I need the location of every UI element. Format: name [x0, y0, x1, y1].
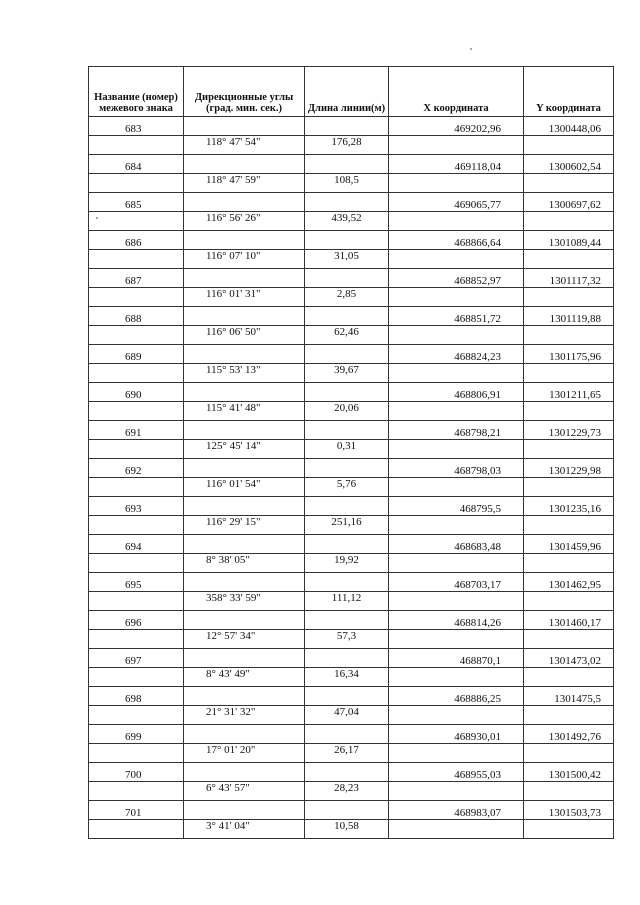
y-coordinate: 1301229,98 — [524, 459, 614, 478]
empty-cell — [89, 250, 184, 269]
point-row — [89, 801, 614, 820]
x-coordinate: 468930,01 — [389, 725, 524, 744]
empty-cell — [184, 383, 305, 402]
line-length: 2,85 — [305, 288, 389, 307]
empty-cell — [305, 611, 389, 630]
empty-cell — [184, 611, 305, 630]
y-coordinate: 1301235,16 — [524, 497, 614, 516]
empty-cell — [305, 535, 389, 554]
y-coordinate: 1301462,95 — [524, 573, 614, 592]
segment-row — [89, 744, 614, 763]
empty-cell — [184, 459, 305, 478]
direction-angle: 118° 47' 54" — [184, 136, 305, 155]
y-coordinate: 1301119,88 — [524, 307, 614, 326]
empty-cell — [184, 649, 305, 668]
y-coordinate: 1300448,06 — [524, 117, 614, 136]
direction-angle: 116° 56' 26" — [184, 212, 305, 231]
point-row — [89, 763, 614, 782]
empty-cell — [389, 668, 524, 687]
x-coordinate: 468851,72 — [389, 307, 524, 326]
x-coordinate: 468886,25 — [389, 687, 524, 706]
empty-cell — [389, 706, 524, 725]
direction-angle: 12° 57' 34" — [184, 630, 305, 649]
empty-cell — [524, 440, 614, 459]
empty-cell — [305, 307, 389, 326]
empty-cell — [389, 744, 524, 763]
y-coordinate: 1301475,5 — [524, 687, 614, 706]
point-name: 695 — [89, 573, 184, 592]
y-coordinate: 1301089,44 — [524, 231, 614, 250]
header-line-length: Длина линии(м) — [305, 67, 389, 117]
header-point-name: Название (номер) межевого знака — [89, 67, 184, 117]
empty-cell — [184, 725, 305, 744]
table-body — [89, 117, 614, 839]
empty-cell — [305, 763, 389, 782]
empty-cell — [184, 535, 305, 554]
header-x-coordinate: X координата — [389, 67, 524, 117]
point-row — [89, 687, 614, 706]
empty-cell — [184, 345, 305, 364]
empty-cell — [305, 497, 389, 516]
direction-angle: 8° 43' 49" — [184, 668, 305, 687]
line-length: 20,06 — [305, 402, 389, 421]
segment-row — [89, 212, 614, 231]
empty-cell — [89, 174, 184, 193]
empty-cell — [89, 706, 184, 725]
empty-cell — [184, 801, 305, 820]
empty-cell — [89, 136, 184, 155]
y-coordinate: 1301473,02 — [524, 649, 614, 668]
line-length: 26,17 — [305, 744, 389, 763]
x-coordinate: 468852,97 — [389, 269, 524, 288]
empty-cell — [184, 687, 305, 706]
empty-cell — [89, 212, 184, 231]
point-row — [89, 725, 614, 744]
point-name: 685 — [89, 193, 184, 212]
point-row — [89, 345, 614, 364]
empty-cell — [524, 782, 614, 801]
point-row — [89, 573, 614, 592]
empty-cell — [524, 174, 614, 193]
direction-angle: 21° 31' 32" — [184, 706, 305, 725]
empty-cell — [389, 630, 524, 649]
line-length: 176,28 — [305, 136, 389, 155]
y-coordinate: 1301500,42 — [524, 763, 614, 782]
point-name: 696 — [89, 611, 184, 630]
empty-cell — [389, 478, 524, 497]
empty-cell — [184, 497, 305, 516]
segment-row — [89, 592, 614, 611]
y-coordinate: 1301503,73 — [524, 801, 614, 820]
direction-angle: 358° 33' 59" — [184, 592, 305, 611]
x-coordinate: 468983,07 — [389, 801, 524, 820]
segment-row — [89, 820, 614, 839]
point-name: 684 — [89, 155, 184, 174]
empty-cell — [389, 174, 524, 193]
empty-cell — [184, 421, 305, 440]
x-coordinate: 468870,1 — [389, 649, 524, 668]
segment-row — [89, 364, 614, 383]
y-coordinate: 1301459,96 — [524, 535, 614, 554]
segment-row — [89, 288, 614, 307]
point-row — [89, 269, 614, 288]
point-name: 690 — [89, 383, 184, 402]
y-coordinate: 1301211,65 — [524, 383, 614, 402]
empty-cell — [89, 820, 184, 839]
y-coordinate: 1301460,17 — [524, 611, 614, 630]
point-name: 693 — [89, 497, 184, 516]
point-row — [89, 535, 614, 554]
segment-row — [89, 136, 614, 155]
point-row — [89, 231, 614, 250]
point-name: 698 — [89, 687, 184, 706]
line-length: 5,76 — [305, 478, 389, 497]
direction-angle: 116° 07' 10" — [184, 250, 305, 269]
empty-cell — [305, 459, 389, 478]
point-name: 697 — [89, 649, 184, 668]
segment-row — [89, 478, 614, 497]
point-name: 686 — [89, 231, 184, 250]
direction-angle: 6° 43' 57" — [184, 782, 305, 801]
line-length: 62,46 — [305, 326, 389, 345]
empty-cell — [89, 326, 184, 345]
empty-cell — [524, 820, 614, 839]
empty-cell — [89, 782, 184, 801]
empty-cell — [524, 250, 614, 269]
x-coordinate: 468683,48 — [389, 535, 524, 554]
x-coordinate: 468795,5 — [389, 497, 524, 516]
empty-cell — [524, 478, 614, 497]
direction-angle: 115° 41' 48" — [184, 402, 305, 421]
header-direction-angle: Дирекционные углы (град. мин. сек.) — [184, 67, 305, 117]
empty-cell — [389, 326, 524, 345]
empty-cell — [524, 212, 614, 231]
point-row — [89, 155, 614, 174]
line-length: 28,23 — [305, 782, 389, 801]
segment-row — [89, 706, 614, 725]
empty-cell — [524, 402, 614, 421]
empty-cell — [89, 630, 184, 649]
point-name: 699 — [89, 725, 184, 744]
segment-row — [89, 174, 614, 193]
empty-cell — [184, 193, 305, 212]
line-length: 10,58 — [305, 820, 389, 839]
empty-cell — [89, 478, 184, 497]
empty-cell — [389, 820, 524, 839]
empty-cell — [89, 402, 184, 421]
x-coordinate: 469118,04 — [389, 155, 524, 174]
header-y-coordinate: Y координата — [524, 67, 614, 117]
x-coordinate: 468806,91 — [389, 383, 524, 402]
empty-cell — [524, 668, 614, 687]
point-row — [89, 383, 614, 402]
empty-cell — [89, 744, 184, 763]
segment-row — [89, 554, 614, 573]
segment-row — [89, 250, 614, 269]
point-row — [89, 421, 614, 440]
empty-cell — [305, 649, 389, 668]
direction-angle: 125° 45' 14" — [184, 440, 305, 459]
x-coordinate: 469202,96 — [389, 117, 524, 136]
point-name: 701 — [89, 801, 184, 820]
empty-cell — [305, 193, 389, 212]
empty-cell — [184, 269, 305, 288]
empty-cell — [389, 782, 524, 801]
x-coordinate: 468703,17 — [389, 573, 524, 592]
segment-row — [89, 668, 614, 687]
point-name: 689 — [89, 345, 184, 364]
direction-angle: 116° 29' 15" — [184, 516, 305, 535]
line-length: 111,12 — [305, 592, 389, 611]
segment-row — [89, 326, 614, 345]
direction-angle: 17° 01' 20" — [184, 744, 305, 763]
empty-cell — [389, 136, 524, 155]
x-coordinate: 468824,23 — [389, 345, 524, 364]
empty-cell — [89, 440, 184, 459]
x-coordinate: 468814,26 — [389, 611, 524, 630]
line-length: 31,05 — [305, 250, 389, 269]
empty-cell — [305, 231, 389, 250]
empty-cell — [524, 136, 614, 155]
point-row — [89, 459, 614, 478]
line-length: 19,92 — [305, 554, 389, 573]
empty-cell — [524, 592, 614, 611]
empty-cell — [524, 516, 614, 535]
point-row — [89, 611, 614, 630]
y-coordinate: 1301117,32 — [524, 269, 614, 288]
empty-cell — [524, 364, 614, 383]
direction-angle: 116° 01' 31" — [184, 288, 305, 307]
x-coordinate: 468866,64 — [389, 231, 524, 250]
line-length: 439,52 — [305, 212, 389, 231]
line-length: 251,16 — [305, 516, 389, 535]
x-coordinate: 468798,21 — [389, 421, 524, 440]
y-coordinate: 1301492,76 — [524, 725, 614, 744]
empty-cell — [305, 687, 389, 706]
point-row — [89, 117, 614, 136]
direction-angle: 8° 38' 05" — [184, 554, 305, 573]
direction-angle: 118° 47' 59" — [184, 174, 305, 193]
empty-cell — [389, 440, 524, 459]
empty-cell — [184, 117, 305, 136]
empty-cell — [305, 383, 389, 402]
line-length: 16,34 — [305, 668, 389, 687]
empty-cell — [89, 668, 184, 687]
direction-angle: 116° 06' 50" — [184, 326, 305, 345]
empty-cell — [389, 364, 524, 383]
empty-cell — [305, 345, 389, 364]
empty-cell — [184, 573, 305, 592]
empty-cell — [524, 326, 614, 345]
empty-cell — [305, 421, 389, 440]
line-length: 57,3 — [305, 630, 389, 649]
table-header-row — [89, 67, 614, 117]
line-length: 0,31 — [305, 440, 389, 459]
line-length: 108,5 — [305, 174, 389, 193]
empty-cell — [305, 801, 389, 820]
scan-speck — [470, 48, 472, 50]
segment-row — [89, 516, 614, 535]
coordinates-table — [88, 66, 614, 839]
empty-cell — [305, 269, 389, 288]
empty-cell — [305, 725, 389, 744]
empty-cell — [89, 554, 184, 573]
point-name: 687 — [89, 269, 184, 288]
empty-cell — [184, 155, 305, 174]
point-name: 700 — [89, 763, 184, 782]
empty-cell — [524, 554, 614, 573]
point-name: 692 — [89, 459, 184, 478]
segment-row — [89, 402, 614, 421]
empty-cell — [389, 554, 524, 573]
y-coordinate: 1300602,54 — [524, 155, 614, 174]
point-row — [89, 649, 614, 668]
y-coordinate: 1301229,73 — [524, 421, 614, 440]
empty-cell — [184, 231, 305, 250]
point-row — [89, 497, 614, 516]
line-length: 39,67 — [305, 364, 389, 383]
point-name: 683 — [89, 117, 184, 136]
empty-cell — [89, 364, 184, 383]
x-coordinate: 468798,03 — [389, 459, 524, 478]
empty-cell — [524, 630, 614, 649]
empty-cell — [89, 592, 184, 611]
point-name: 688 — [89, 307, 184, 326]
empty-cell — [184, 763, 305, 782]
empty-cell — [389, 288, 524, 307]
empty-cell — [89, 288, 184, 307]
point-row — [89, 193, 614, 212]
point-name: 691 — [89, 421, 184, 440]
segment-row — [89, 782, 614, 801]
segment-row — [89, 440, 614, 459]
point-row — [89, 307, 614, 326]
empty-cell — [89, 516, 184, 535]
empty-cell — [305, 155, 389, 174]
line-length: 47,04 — [305, 706, 389, 725]
direction-angle: 115° 53' 13" — [184, 364, 305, 383]
empty-cell — [389, 516, 524, 535]
empty-cell — [305, 573, 389, 592]
segment-row — [89, 630, 614, 649]
empty-cell — [524, 288, 614, 307]
empty-cell — [184, 307, 305, 326]
direction-angle: 116° 01' 54" — [184, 478, 305, 497]
x-coordinate: 468955,03 — [389, 763, 524, 782]
empty-cell — [389, 592, 524, 611]
x-coordinate: 469065,77 — [389, 193, 524, 212]
empty-cell — [389, 402, 524, 421]
direction-angle: 3° 41' 04" — [184, 820, 305, 839]
y-coordinate: 1301175,96 — [524, 345, 614, 364]
empty-cell — [389, 212, 524, 231]
point-name: 694 — [89, 535, 184, 554]
y-coordinate: 1300697,62 — [524, 193, 614, 212]
empty-cell — [524, 744, 614, 763]
empty-cell — [524, 706, 614, 725]
empty-cell — [305, 117, 389, 136]
empty-cell — [389, 250, 524, 269]
